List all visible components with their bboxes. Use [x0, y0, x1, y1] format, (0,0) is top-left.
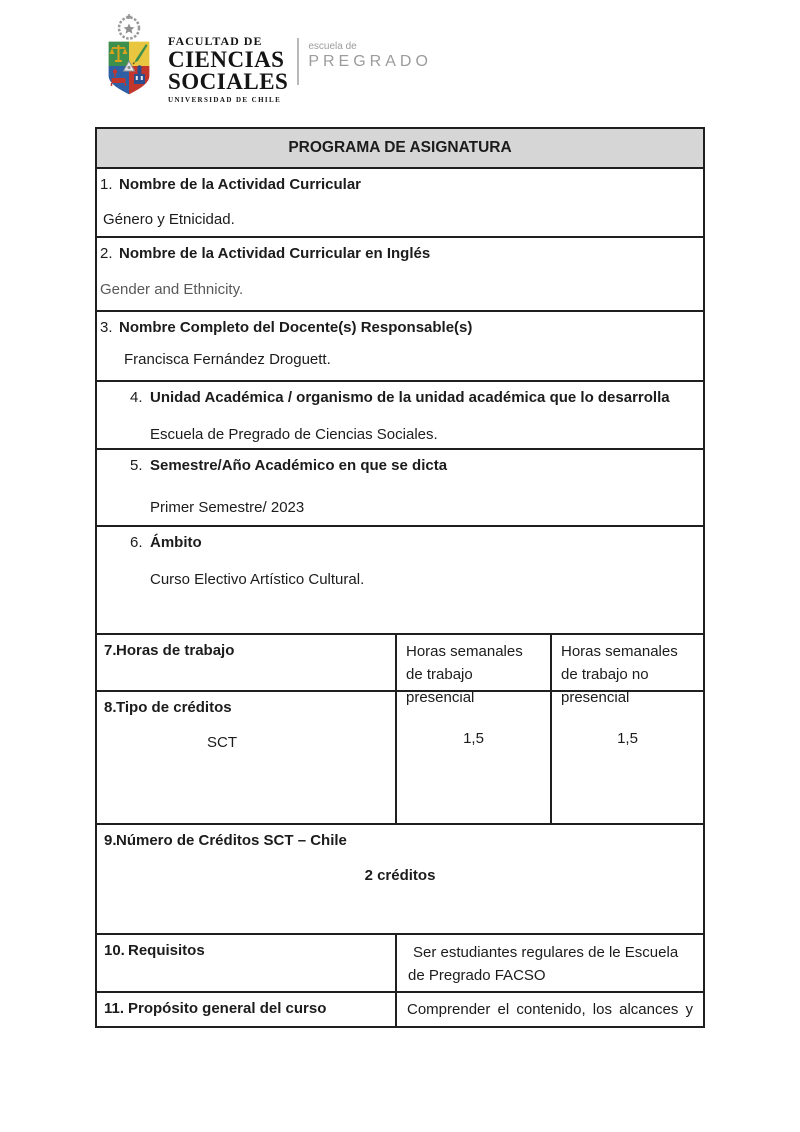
row5-number: 5.: [130, 457, 143, 474]
logo-divider: [297, 38, 299, 85]
row7-label: Horas de trabajo: [116, 642, 235, 659]
row-horas-trabajo: [97, 633, 703, 706]
row11-value: Comprender el contenido, los alcances y: [407, 1001, 693, 1018]
row5-value: Primer Semestre/ 2023: [150, 499, 305, 516]
row-ambito: [97, 525, 703, 633]
row8-presencial-value: 1,5: [463, 730, 484, 747]
school-big-label: PREGRADO: [308, 53, 432, 70]
faculty-line2: CIENCIAS: [168, 47, 285, 72]
row8-sct-label: SCT: [207, 734, 237, 751]
row2-number: 2.: [100, 245, 113, 262]
row4-number: 4.: [130, 389, 143, 406]
row6-number: 6.: [130, 534, 143, 551]
row4-value: Escuela de Pregrado de Ciencias Sociales.: [150, 426, 438, 443]
row3-value: Francisca Fernández Droguett.: [124, 351, 331, 368]
row7-col3-header: Horas semanales de trabajo no presencial: [561, 643, 678, 706]
faculty-line1: FACULTAD DE: [168, 34, 263, 48]
row-semestre: [97, 448, 703, 525]
faculty-line3: SOCIALES: [168, 68, 289, 94]
row-tipo-creditos: [97, 690, 703, 823]
row2-value: Gender and Ethnicity.: [100, 281, 244, 298]
row6-value: Curso Electivo Artístico Cultural.: [150, 571, 365, 588]
row6-label: Ámbito: [150, 534, 202, 551]
row3-number: 3.: [100, 319, 113, 336]
course-program-table: [95, 127, 705, 1028]
row1-label: Nombre de la Actividad Curricular: [119, 176, 362, 193]
row-nombre-actividad: [97, 167, 703, 236]
row1-value: Género y Etnicidad.: [103, 211, 235, 228]
row2-label: Nombre de la Actividad Curricular en Inglés: [119, 245, 431, 262]
row-numero-creditos: [97, 823, 703, 933]
table-title-text: PROGRAMA DE ASIGNATURA: [288, 139, 512, 156]
row10-label: Requisitos: [128, 942, 205, 959]
table-title: [97, 129, 703, 167]
row4-label: Unidad Académica / organismo de la unidad académica que lo desarrolla: [150, 389, 670, 406]
school-block: [308, 14, 432, 71]
row8-no-presencial-value: 1,5: [617, 730, 638, 747]
row-unidad-academica: [97, 380, 703, 448]
row9-value: 2 créditos: [364, 867, 436, 884]
row-docente: [97, 310, 703, 380]
faculty-logo: [99, 14, 432, 104]
faculty-name-block: [168, 14, 288, 104]
row3-label: Nombre Completo del Docente(s) Responsable(s): [119, 319, 473, 336]
university-name: UNIVERSIDAD DE CHILE: [168, 95, 282, 104]
row8-number: 8.: [104, 699, 117, 716]
row7-col2-header: Horas semanales de trabajo presencial: [406, 643, 523, 706]
row-proposito: [97, 991, 703, 1026]
row11-label: Propósito general del curso: [128, 1000, 327, 1017]
row5-label: Semestre/Año Académico en que se dicta: [150, 457, 448, 474]
row9-label: Número de Créditos SCT – Chile: [116, 832, 347, 849]
row8-label: Tipo de créditos: [116, 699, 232, 716]
row10-value: Ser estudiantes regulares de le Escuela de Pregrado FACSO: [408, 944, 679, 984]
row1-number: 1.: [100, 176, 113, 193]
row10-number: 10.: [104, 942, 125, 959]
row9-number: 9.: [104, 832, 117, 849]
row11-number: 11.: [104, 1000, 125, 1017]
row-requisitos: [97, 933, 703, 991]
row-nombre-ingles: [97, 236, 703, 310]
row7-number: 7.: [104, 642, 117, 659]
school-small-label: escuela de: [308, 41, 357, 52]
university-crest-icon: [99, 14, 159, 98]
